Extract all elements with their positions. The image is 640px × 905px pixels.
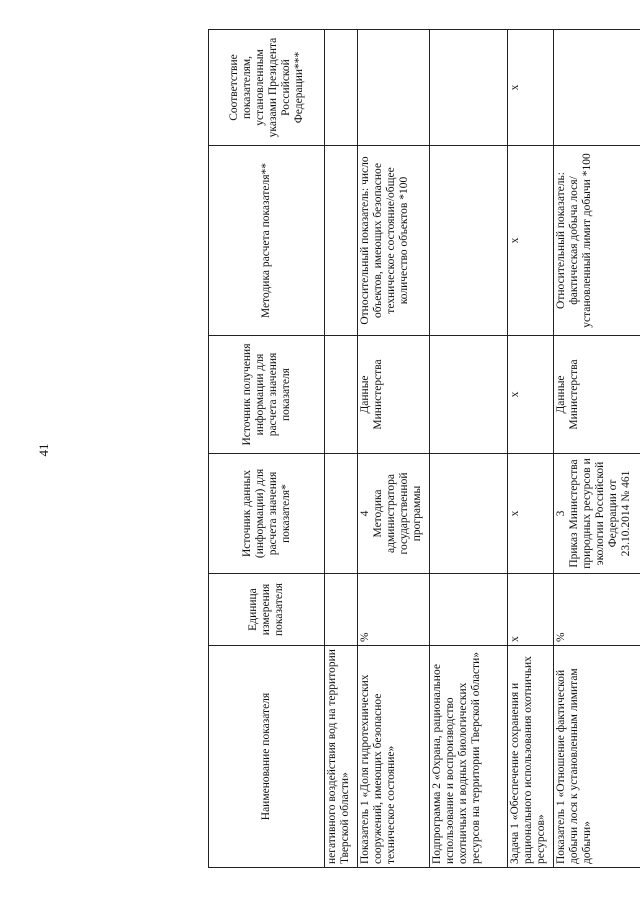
cell-source-text: Методика администратора государственной программы [372, 472, 423, 555]
table-row [325, 30, 358, 868]
cell-name: Показатель 1 «Отношение фактической добычи лося к установленным лимитам добычи» [554, 646, 640, 868]
cell-name: Задача 1 «Обеспечение сохранения и рационального использования охотничьих ресурсов» [508, 646, 554, 868]
cell-method [430, 146, 508, 336]
table-row [508, 30, 554, 868]
cell-match [554, 30, 640, 146]
cell-source [508, 454, 554, 574]
cell-match: х [508, 30, 554, 146]
cell-unit: % [554, 574, 640, 646]
header-unit: Единица измерения показателя [209, 574, 325, 646]
cell-name: Подпрограмма 2 «Охрана, рациональное использование и воспроизводство охотничьих и водных биологических ресурсов на территории Тверской области» [430, 646, 508, 868]
cell-method: Относительный показатель: число объектов, имеющих безопасное техническое состояние/общее количество объектов *100 [358, 146, 430, 336]
cell-unit: х [508, 574, 554, 646]
cell-name: Показатель 1 «Доля гидротехнических сооружений, имеющих безопасное техническое состояние» [358, 646, 430, 868]
cell-method: х [508, 146, 554, 336]
rotated-table-container [208, 30, 640, 868]
cell-method [325, 146, 358, 336]
cell-source-num: 4 [359, 510, 371, 517]
cell-source-num: 3 [555, 510, 567, 517]
cell-unit: % [358, 574, 430, 646]
cell-source [358, 454, 430, 574]
header-source: Источник данных (информации) для расчета значения показателя* [209, 454, 325, 574]
table-row [554, 30, 640, 868]
cell-match [358, 30, 430, 146]
cell-match [325, 30, 358, 146]
cell-source-num: х [509, 510, 521, 517]
cell-method: Относительный показатель: фактическая добыча лося/ установленный лимит добычи *100 [554, 146, 640, 336]
cell-obtain [430, 336, 508, 454]
cell-unit [325, 574, 358, 646]
cell-obtain: х [508, 336, 554, 454]
cell-obtain [325, 336, 358, 454]
cell-source [554, 454, 640, 574]
cell-source [325, 454, 358, 574]
cell-source-text: Приказ Министерства природных ресурсов и экологии Российской Федерации от 23.10.2014 № 461 [568, 458, 632, 569]
header-method: Методика расчета показателя** [209, 146, 325, 336]
table-row [358, 30, 430, 868]
cell-source [430, 454, 508, 574]
cell-name: негативного воздействия вод на территории Тверской области» [325, 646, 358, 868]
header-row [209, 30, 325, 868]
header-match: Соответствие показателям, установленным указами Президента Российской Федерации*** [209, 30, 325, 146]
cell-unit [430, 574, 508, 646]
page-number: 41 [36, 443, 51, 457]
header-obtain: Источник получения информации для расчета значения показателя [209, 336, 325, 454]
header-name: Наименование показателя [209, 646, 325, 868]
indicators-table [208, 29, 640, 868]
cell-obtain: Данные Министерства [358, 336, 430, 454]
cell-match [430, 30, 508, 146]
cell-obtain: Данные Министерства [554, 336, 640, 454]
table-row [430, 30, 508, 868]
